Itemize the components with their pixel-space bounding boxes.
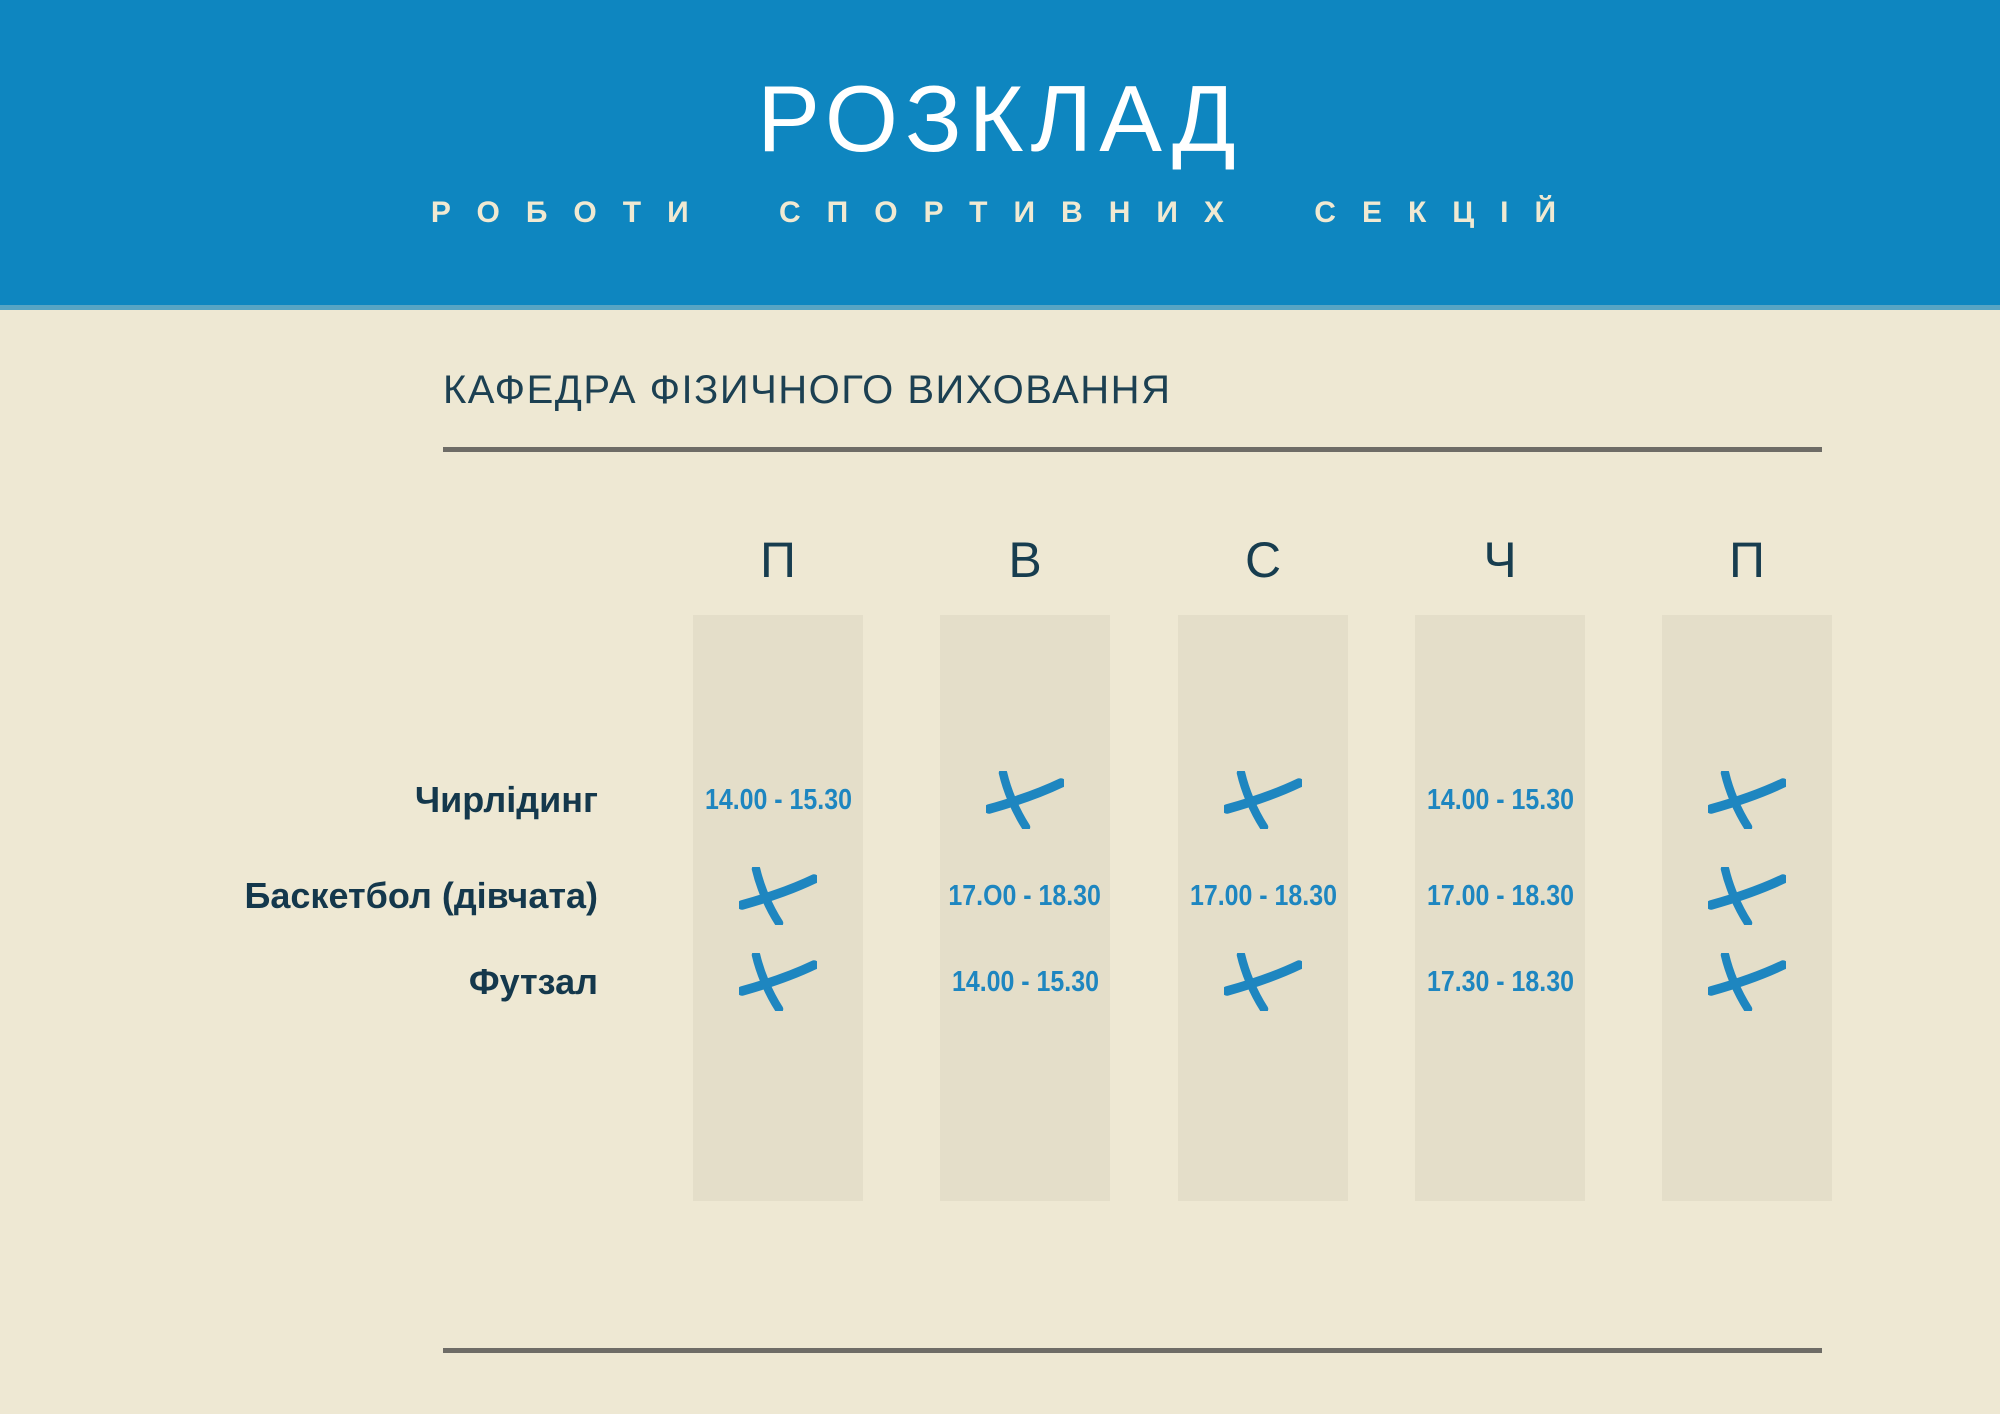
- row-label-cheerleading: Чирлідинг: [414, 779, 598, 820]
- day-header-wed: С: [1244, 532, 1282, 588]
- section-title: КАФЕДРА ФІЗИЧНОГО ВИХОВАННЯ: [443, 368, 1172, 412]
- x-mark-icon: [1224, 953, 1302, 1011]
- time-range: 17.30 - 18.30: [1426, 965, 1574, 998]
- schedule-cell-x: [1662, 745, 1832, 855]
- schedule-cell-x: [1662, 927, 1832, 1037]
- schedule-cell-time: [940, 927, 1110, 1037]
- x-mark-icon: [1708, 953, 1786, 1011]
- schedule-cell-x: [1178, 927, 1348, 1037]
- time-range: 14.00 - 15.30: [951, 965, 1099, 998]
- row-label-futsal: Футзал: [468, 961, 598, 1002]
- day-header-tue: В: [1008, 532, 1042, 588]
- day-header-fri: П: [1729, 532, 1765, 588]
- x-mark-icon: [1224, 771, 1302, 829]
- x-mark-icon: [739, 953, 817, 1011]
- x-mark-icon: [1708, 771, 1786, 829]
- poster-subtitle: РОБОТИ СПОРТИВНИХ СЕКЦІЙ: [430, 196, 1583, 229]
- x-mark-icon: [986, 771, 1064, 829]
- schedule-cell-time: [1415, 927, 1585, 1037]
- day-header-mon: П: [760, 532, 796, 588]
- row-label-basketball-girls: Баскетбол (дівчата): [244, 875, 598, 916]
- poster-title: РОЗКЛАД: [757, 66, 1243, 171]
- x-mark-icon: [739, 867, 817, 925]
- time-range: 17.00 - 18.30: [1189, 879, 1337, 912]
- bottom-divider: [443, 1348, 1822, 1353]
- schedule-cell-time: [693, 745, 863, 855]
- schedule-cell-x: [693, 927, 863, 1037]
- time-range: 14.00 - 15.30: [1426, 783, 1574, 816]
- time-range: 17.00 - 18.30: [1426, 879, 1574, 912]
- time-range: 17.O0 - 18.30: [948, 879, 1102, 912]
- time-range: 14.00 - 15.30: [704, 783, 852, 816]
- schedule-cell-time: [1415, 745, 1585, 855]
- day-header-thu: Ч: [1483, 532, 1517, 588]
- header-band: [0, 0, 2000, 310]
- schedule-cell-x: [1178, 745, 1348, 855]
- x-mark-icon: [1708, 867, 1786, 925]
- top-divider: [443, 447, 1822, 452]
- schedule-cell-x: [940, 745, 1110, 855]
